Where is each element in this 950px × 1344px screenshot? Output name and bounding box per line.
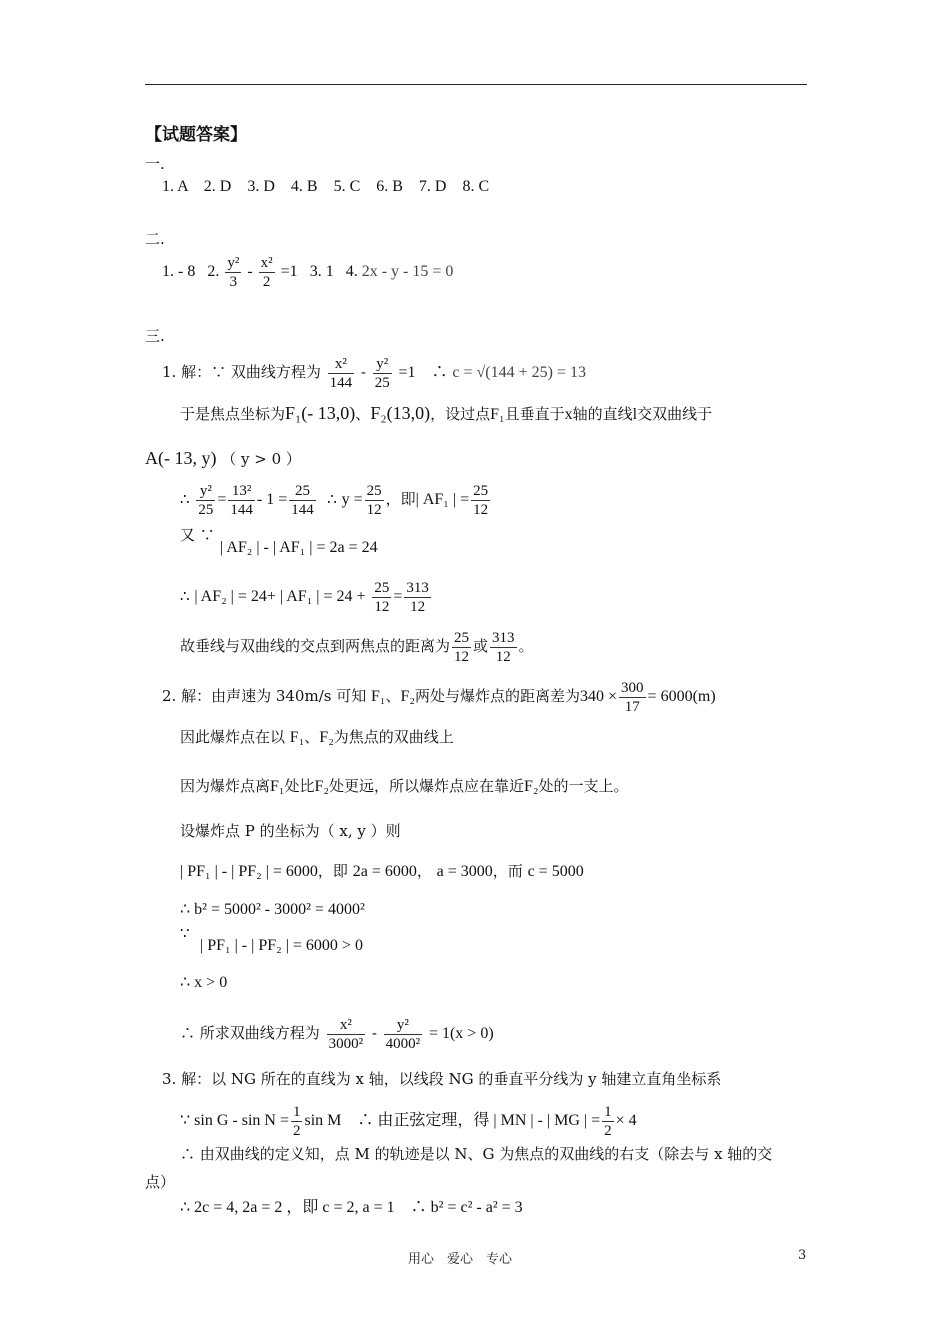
section-1-label: 一. bbox=[145, 155, 165, 173]
page-number: 3 bbox=[798, 1248, 807, 1263]
p1-line-4: ∴ $\frac{\text{y²}}{25}$ = $\frac{\text{13²}}{144}$ - 1 = $\frac{25}{144}$ ∴ y = $\frac{25}{12}$ ，即| AF₁ | = $\frac{25}{12}$ bbox=[180, 482, 489, 518]
section-1-answers: 1. A 2. D 3. D 4. B 5. C 6. B 7. D 8. C bbox=[162, 178, 490, 195]
p2-line-7a: ∵ bbox=[180, 924, 190, 942]
p1-line-1: 1. 解：∵ 双曲线方程为 $\frac{\text{x²}}{144}$ - $\frac{\text{y²}}{25}$ =1 ∴ c = √(144 + 25) = 13 bbox=[162, 355, 586, 391]
p3-line-4: 点） bbox=[145, 1173, 176, 1191]
s2-answer-4-label: 4. bbox=[345, 263, 358, 280]
p2-line-4: 设爆炸点 P 的坐标为（ x, y ）则 bbox=[180, 822, 401, 840]
s2-answer-1: 1. - 8 bbox=[162, 263, 196, 280]
p2-line-2: 因此爆炸点在以 F₁、F₂为焦点的双曲线上 bbox=[180, 728, 454, 746]
p2-line-5: | PF₁ | - | PF₂ | = 6000，即 2a = 6000， a = 3000，而 c = 5000 bbox=[180, 862, 584, 880]
p3-line-1: 3. 解：以 NG 所在的直线为 x 轴，以线段 NG 的垂直平分线为 y 轴建立直角坐标系 bbox=[162, 1070, 722, 1088]
p1-line-5a: 又 ∵ bbox=[180, 526, 215, 544]
p2-line-1: 2. 解：由声速为 340m/s 可知 F₁、F₂两处与爆炸点的距离差为340 × $\frac{300}{17}$ = 6000(m) bbox=[162, 679, 716, 715]
p2-line-9: ∴ 所求双曲线方程为 $\frac{\text{x²}}{\text{3000²}}$ - $\frac{\text{y²}}{\text{4000²}}$ = 1(x > 0) bbox=[180, 1016, 494, 1052]
s2-answer-3: 3. 1 bbox=[309, 263, 334, 280]
p2-line-6: ∴ b² = 5000² - 3000² = 4000² bbox=[180, 901, 365, 918]
section-2-label: 二. bbox=[145, 230, 165, 248]
p1-line-5b: | AF₂ | - | AF₁ | = 2a = 24 bbox=[220, 539, 378, 556]
p3-line-3: ∴ 由双曲线的定义知，点 M 的轨迹是以 N、G 为焦点的双曲线的右支（除去与 x 轴的交 bbox=[180, 1145, 773, 1163]
p1-line-7: 故垂线与双曲线的交点到两焦点的距离为 $\frac{25}{12}$ 或 $\frac{313}{12}$ 。 bbox=[180, 629, 534, 665]
p3-line-2: ∵ sin G - sin N = $\frac{1}{2}$ sin M ∴ 由正弦定理，得 | MN | - | MG | = $\frac{1}{2}$ × 4 bbox=[180, 1103, 637, 1139]
s2-fraction-1: $\frac{\text{y²}}{3}$ bbox=[227, 254, 240, 290]
p2-line-8: ∴ x > 0 bbox=[180, 974, 228, 991]
section-3-label: 三. bbox=[145, 327, 165, 345]
p3-line-5: ∴ 2c = 4, 2a = 2 ，即 c = 2, a = 1 ∴ b² = c² - a² = 3 bbox=[180, 1199, 523, 1216]
p1-line-3: A(- 13, y) （ y > 0 ） bbox=[145, 448, 301, 468]
p1-line-2: 于是焦点坐标为F₁(- 13,0)、F₂(13,0)，设过点F₁且垂直于x轴的直线l交双曲线于 bbox=[180, 403, 713, 423]
p2-line-3: 因为爆炸点离F₁处比F₂处更远，所以爆炸点应在靠近F₂处的一支上。 bbox=[180, 777, 629, 795]
footer-text: 用心 爱心 专心 bbox=[408, 1252, 513, 1267]
s2-answer-4-expr: 2x - y - 15 = 0 bbox=[361, 263, 454, 280]
header-rule bbox=[145, 84, 807, 85]
section-2-answers: 1. - 8 2. $\frac{\text{y²}}{3}$ - $\frac{\text{x²}}{2}$ =1 3. 1 4. 2x - y - 15 = 0 bbox=[162, 254, 454, 290]
answers-heading: 【试题答案】 bbox=[145, 125, 247, 145]
s2-fraction-2: $\frac{\text{x²}}{2}$ bbox=[260, 254, 273, 290]
s2-answer-2-label: 2. bbox=[207, 263, 220, 280]
p2-line-7b: | PF₁ | - | PF₂ | = 6000 > 0 bbox=[200, 937, 363, 954]
p1-line-6: ∴ | AF₂ | = 24+ | AF₁ | = 24 + $\frac{25}{12}$ = $\frac{313}{12}$ bbox=[180, 579, 429, 615]
